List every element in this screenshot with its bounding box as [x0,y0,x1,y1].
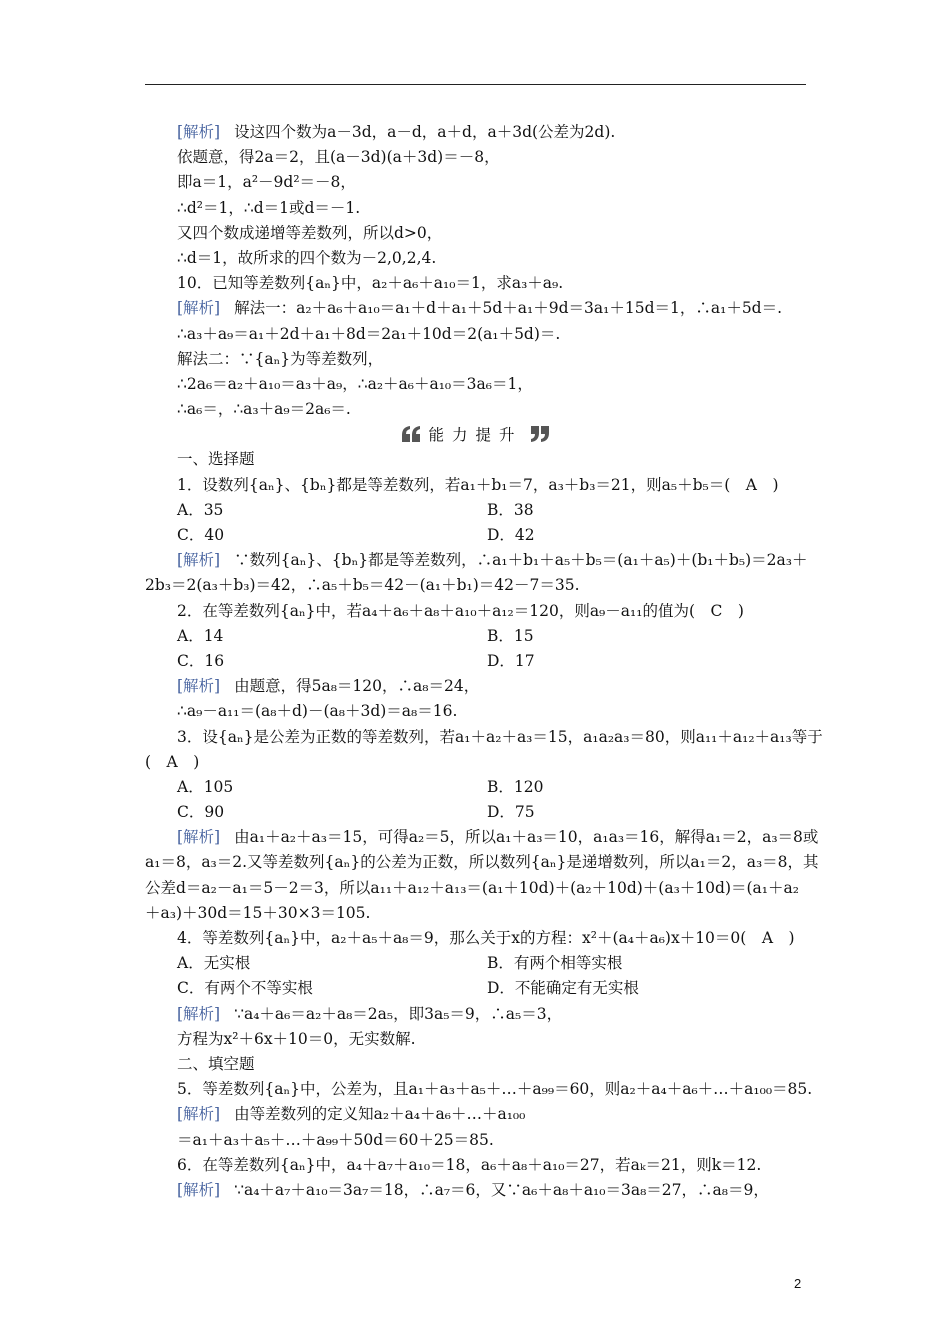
text-line: ∴a₃＋a₉＝a₁＋2d＋a₁＋8d＝2a₁＋10d＝2(a₁＋5d)＝. [177,324,561,343]
solution-line [145,1102,806,1127]
text-line: 2．在等差数列{aₙ}中，若a₄＋a₆＋a₈＋a₁₀＋a₁₂＝120，则a₉－a₁₁的值为( C ) [177,601,744,620]
solution-tag: [解析] [177,828,221,847]
solution-text: 设这四个数为a－3d，a－d，a＋d，a＋3d(公差为2d). [234,123,616,141]
solution-text: 由等差数列的定义知a₂＋a₄＋a₆＋…＋a₁₀₀ [234,1105,526,1124]
option-row [145,775,806,800]
solution-text: ∵数列{aₙ}、{bₙ}都是等差数列，∴a₁＋b₁＋a₅＋b₅＝(a₁＋a₅)＋(b₁＋b₅)＝2a₃＋ [234,551,808,570]
text-line: 3．设{aₙ}是公差为正数的等差数列，若a₁＋a₂＋a₃＝15，a₁a₂a₃＝80，则a₁₁＋a₁₂＋a₁₃等于 [177,727,823,746]
option-right: D．不能确定有无实根 [487,979,639,998]
text-line: 一、选择题 [177,450,255,469]
text-line: ∴d²＝1，∴d＝1或d＝－1. [177,198,361,217]
option-row [145,976,806,1001]
header-rule [145,84,806,85]
open-quote-icon [400,425,422,443]
text-line: 依题意，得2a＝2，且(a－3d)(a＋3d)＝－8， [177,148,500,167]
solution-tag: [解析] [177,551,221,570]
option-row [145,649,806,674]
page-number: 2 [794,1276,802,1291]
text-line: 公差d＝a₂－a₁＝5－2＝3，所以a₁₁＋a₁₂＋a₁₃＝(a₁＋10d)＋(a₂＋10d)＋(a₃＋10d)＝(a₁＋a₂ [145,878,799,897]
option-left: A．14 [177,626,224,645]
solution-text: ∵a₄＋a₆＝a₂＋a₈＝2a₅，即3a₅＝9，∴a₅＝3， [234,1004,563,1023]
solution-tag: [解析] [177,123,221,141]
solution-tag: [解析] [177,1180,221,1199]
text-line: 1．设数列{aₙ}、{bₙ}都是等差数列，若a₁＋b₁＝7，a₃＋b₃＝21，则a₅＋b₅＝( A ) [177,475,779,494]
text-line: 10．已知等差数列{aₙ}中，a₂＋a₆＋a₁₀＝1，求a₃＋a₉. [177,274,564,293]
text-line: ＝a₁＋a₃＋a₅＋…＋a₉₉＋50d＝60＋25＝85. [177,1130,494,1149]
option-left: A．35 [177,500,224,519]
text-line: a₁＝8，a₃＝2.又等差数列{aₙ}的公差为正数，所以数列{aₙ}是递增数列，所以a₁＝2，a₃＝8，其 [145,853,819,872]
solution-text: 解法一：a₂＋a₆＋a₁₀＝a₁＋d＋a₁＋5d＋a₁＋9d＝3a₁＋15d＝1，∴a₁＋5d＝. [234,299,783,318]
solution-line [145,296,806,321]
close-quote-icon [529,425,551,443]
solution-line [145,825,819,850]
solution-text: 由a₁＋a₂＋a₃＝15，可得a₂＝5，所以a₁＋a₃＝10，a₁a₃＝16，解得a₁＝2，a₃＝8或 [234,828,819,847]
option-left: A．105 [177,777,234,796]
text-line: ∴a₉－a₁₁＝(a₈＋d)－(a₈＋3d)＝a₈＝16. [177,702,458,721]
text-line: 方程为x²＋6x＋10＝0，无实数解. [177,1029,416,1048]
text-line: 二、填空题 [177,1054,255,1073]
text-line: 6．在等差数列{aₙ}中，a₄＋a₇＋a₁₀＝18，a₆＋a₈＋a₁₀＝27，若aₖ＝21，则k＝12. [177,1155,762,1174]
solution-tag: [解析] [177,1004,221,1023]
text-line: ∴d＝1，故所求的四个数为－2,0,2,4. [177,248,437,267]
text-line: 又四个数成递增等差数列，所以d>0， [177,223,443,242]
option-left: C．16 [177,651,225,670]
text-line: 解法二：∵{aₙ}为等差数列， [177,349,384,368]
option-left: C．40 [177,526,225,544]
text-line: 2b₃＝2(a₃＋b₃)＝42，∴a₅＋b₅＝42－(a₁＋b₁)＝42－7＝35. [145,576,580,595]
solution-tag: [解析] [177,677,221,696]
text-line: ＋a₃)＋30d＝15＋30×3＝105. [145,903,371,922]
option-left: C．90 [177,803,225,822]
solution-line [145,674,806,699]
text-line: ( A ) [145,752,200,771]
text-line: ∴a₆＝，∴a₃＋a₉＝2a₆＝. [177,400,351,419]
option-row [145,800,806,825]
text-line: 4．等差数列{aₙ}中，a₂＋a₅＋a₈＝9，那么关于x的方程：x²＋(a₄＋a₆)x＋10＝0( A ) [177,929,795,947]
option-right: D．17 [487,651,535,670]
solution-tag: [解析] [177,299,221,318]
option-right: B．38 [487,500,534,519]
section-heading [145,422,806,447]
solution-text: ∵a₄＋a₇＋a₁₀＝3a₇＝18，∴a₇＝6，又∵a₆＋a₈＋a₁₀＝3a₈＝27，∴a₈＝9， [234,1180,769,1199]
solution-line [145,1178,806,1203]
option-right: D．75 [487,803,535,822]
text-line: ∴2a₆＝a₂＋a₁₀＝a₃＋a₉，∴a₂＋a₆＋a₁₀＝3a₆＝1， [177,374,533,393]
option-row [145,951,806,976]
option-right: B．15 [487,626,534,645]
page-content [145,120,823,1203]
option-row [145,523,806,548]
option-right: B．有两个相等实根 [487,954,623,973]
section-title: 能力提升 [428,426,523,445]
option-left: C．有两个不等实根 [177,979,313,998]
solution-tag: [解析] [177,1105,221,1124]
solution-line [145,1002,806,1027]
option-left: A．无实根 [177,954,251,973]
option-right: B．120 [487,777,544,796]
text-line: 5．等差数列{aₙ}中，公差为，且a₁＋a₃＋a₅＋…＋a₉₉＝60，则a₂＋a₄＋a₆＋…＋a₁₀₀＝85. [177,1080,813,1099]
option-row [145,624,806,649]
option-right: D．42 [487,526,535,544]
option-row [145,498,806,523]
solution-text: 由题意，得5a₈＝120，∴a₈＝24， [234,677,480,696]
text-line: 即a＝1，a²－9d²＝－8， [177,173,356,192]
solution-line [145,548,806,573]
solution-line [145,120,806,145]
